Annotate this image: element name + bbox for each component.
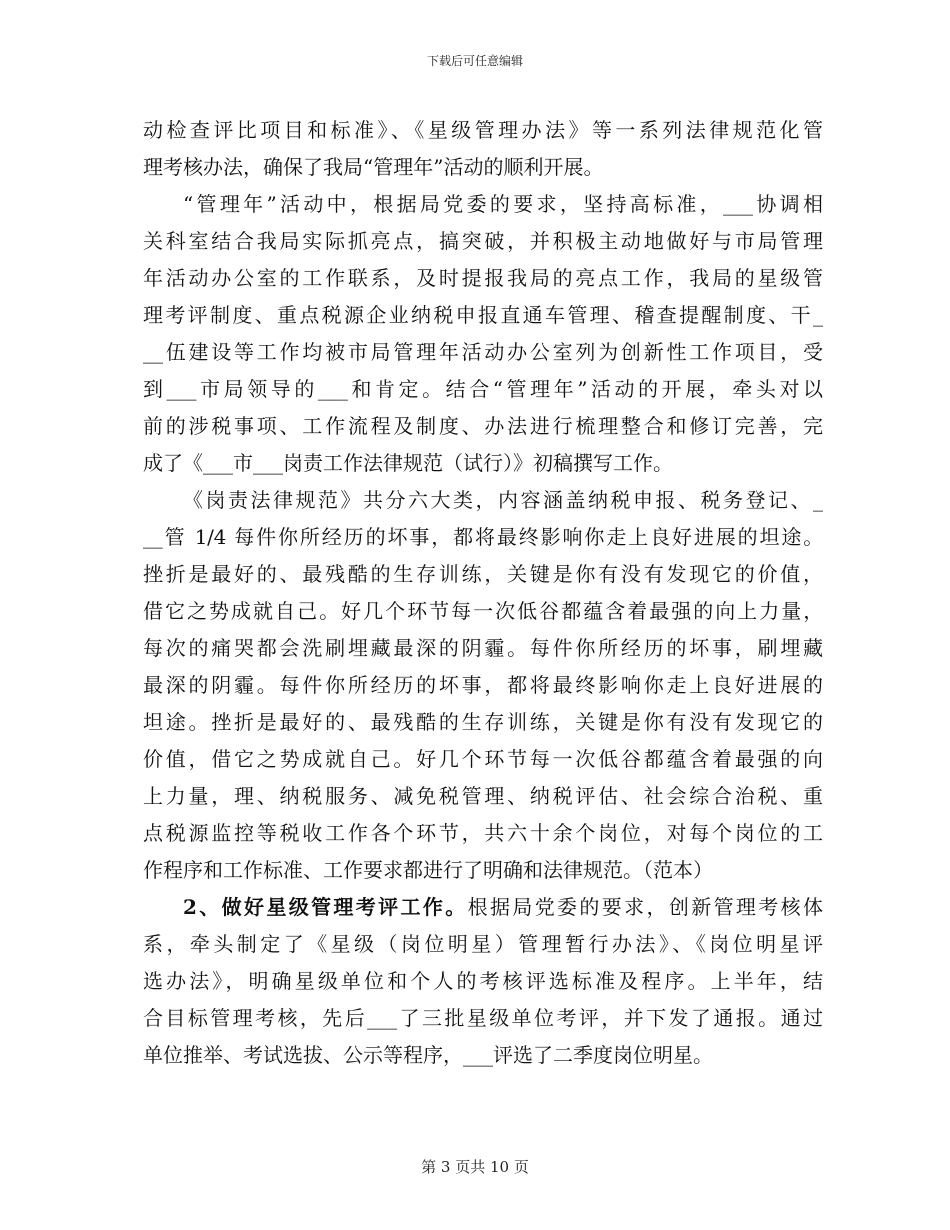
text-line: 动检查评比项目和标准》、《星级管理办法》等一系列法律规范化管 (143, 118, 823, 142)
text-line: 理考核办法，确保了我局“管理年”活动的顺利开展。 (143, 155, 604, 179)
text-line: 最深的阴霾。每件你所经历的坏事，都将最终影响你走上良好进展的 (143, 673, 823, 697)
text-line: 上力量，理、纳税服务、减免税管理、纳税评估、社会综合治税、重 (143, 784, 823, 808)
document-body (143, 112, 823, 1074)
text-line: 每次的痛哭都会洗刷埋藏最深的阴霾。每件你所经历的坏事，刷埋藏 (143, 636, 823, 660)
text-line: 价值，借它之势成就自己。好几个环节每一次低谷都蕴含着最强的向 (143, 747, 823, 771)
paragraph-first-line (143, 889, 823, 926)
text-line: 年活动办公室的工作联系，及时提报我局的亮点工作，我局的星级管 (143, 266, 823, 290)
page-footer: 第 3 页共 10 页 (421, 1158, 529, 1176)
text-line: 成了《___市___岗责工作法律规范（试行）》初稿撰写工作。 (143, 451, 673, 475)
heading-continuation: 根据局党委的要求，创新管理考核体 (467, 895, 824, 919)
text-line: 作程序和工作标准、工作要求都进行了明确和法律规范。（范本） (143, 858, 713, 882)
text-line: 坦途。挫折是最好的、最残酷的生存训练，关键是你有没有发现它的 (143, 710, 823, 734)
text-line: 合目标管理考核，先后___了三批星级单位考评，并下发了通报。通过 (143, 1006, 823, 1030)
text-line: 单位推举、考试选拔、公示等程序，___评选了二季度岗位明星。 (143, 1043, 713, 1067)
section-heading: 2、做好星级管理考评工作。 (183, 895, 468, 919)
text-line: 挫折是最好的、最残酷的生存训练，关键是你有没有发现它的价值， (143, 562, 823, 586)
text-line: 借它之势成就自己。好几个环节每一次低谷都蕴含着最强的向上力量， (143, 599, 823, 623)
text-line: 点税源监控等税收工作各个环节，共六十余个岗位，对每个岗位的工 (143, 821, 823, 845)
text-line: 理考评制度、重点税源企业纳税申报直通车管理、稽查提醒制度、干_ (143, 303, 823, 327)
page-header: 下载后可任意编辑 (426, 54, 523, 68)
text-line: 选办法》，明确星级单位和个人的考核评选标准及程序。上半年，结 (143, 969, 823, 993)
text-line: 系，牵头制定了《星级（岗位明星）管理暂行办法》、《岗位明星评 (143, 932, 823, 956)
paragraph-first-line: 《岗责法律规范》共分六大类，内容涵盖纳税申报、税务登记、_ (183, 488, 823, 512)
text-line: 关科室结合我局实际抓亮点，搞突破，并积极主动地做好与市局管理 (143, 229, 823, 253)
text-line: 到___市局领导的___和肯定。结合“管理年”活动的开展，牵头对以 (143, 377, 823, 401)
paragraph-first-line: “管理年”活动中，根据局党委的要求，坚持高标准，___协调相 (183, 192, 823, 216)
text-line: __管 1/4 每件你所经历的坏事，都将最终影响你走上良好进展的坦途。 (143, 525, 823, 549)
text-line: __伍建设等工作均被市局管理年活动办公室列为创新性工作项目，受 (143, 340, 823, 364)
text-line: 前的涉税事项、工作流程及制度、办法进行梳理整合和修订完善，完 (143, 414, 823, 438)
